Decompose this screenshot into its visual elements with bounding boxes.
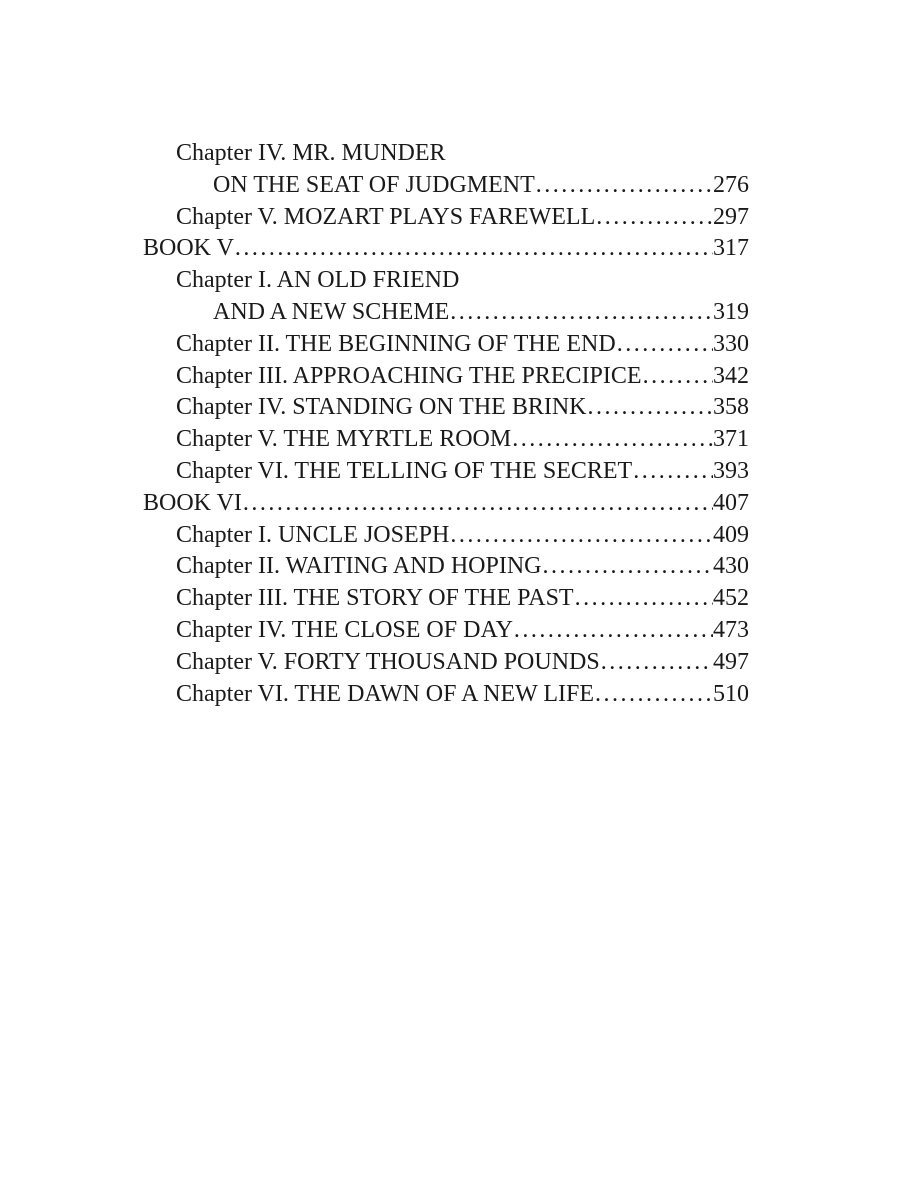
toc-entry[interactable] — [143, 647, 749, 679]
toc-page-number: 297 — [713, 203, 749, 230]
dot-leader — [242, 488, 713, 520]
toc-entry[interactable] — [143, 329, 749, 361]
toc-entry-label: Chapter V. MOZART PLAYS FAREWELL — [176, 203, 596, 230]
dot-leader — [616, 329, 713, 361]
dot-leader — [542, 551, 714, 583]
toc-entry[interactable] — [143, 615, 749, 647]
toc-page-number: 358 — [713, 394, 749, 421]
toc-page-number: 452 — [713, 585, 749, 612]
dot-leader — [234, 233, 713, 265]
toc-entry-label: Chapter VI. THE DAWN OF A NEW LIFE — [176, 680, 595, 707]
toc-entry-label: AND A NEW SCHEME — [213, 298, 450, 325]
toc-entry[interactable] — [143, 424, 749, 456]
toc-entry[interactable] — [143, 138, 749, 170]
toc-page-number: 342 — [713, 362, 749, 389]
toc-entry[interactable] — [143, 520, 749, 552]
dot-leader — [535, 170, 713, 202]
dot-leader — [511, 424, 713, 456]
dot-leader — [449, 520, 713, 552]
toc-entry-label: Chapter II. THE BEGINNING OF THE END — [176, 330, 616, 357]
dot-leader — [594, 679, 713, 711]
table-of-contents — [143, 138, 749, 710]
toc-page-number: 407 — [713, 489, 749, 516]
toc-entry-label: BOOK V — [143, 235, 234, 262]
toc-entry-label: Chapter IV. THE CLOSE OF DAY — [176, 616, 513, 643]
toc-page-number: 319 — [713, 298, 749, 325]
toc-entry-label: Chapter VI. THE TELLING OF THE SECRET — [176, 457, 633, 484]
toc-entry-label: Chapter II. WAITING AND HOPING — [176, 553, 542, 580]
toc-entry-label: Chapter V. THE MYRTLE ROOM — [176, 426, 512, 453]
dot-leader — [600, 647, 713, 679]
toc-entry[interactable] — [143, 551, 749, 583]
toc-page-number: 409 — [713, 521, 749, 548]
toc-entry[interactable] — [143, 456, 749, 488]
dot-leader — [595, 202, 713, 234]
toc-page-number: 430 — [713, 553, 749, 580]
toc-page-number: 510 — [713, 680, 749, 707]
toc-page-number: 276 — [713, 171, 749, 198]
dot-leader — [513, 615, 713, 647]
toc-page-number: 330 — [713, 330, 749, 357]
toc-entry[interactable] — [143, 583, 749, 615]
dot-leader — [449, 297, 713, 329]
toc-entry[interactable] — [143, 392, 749, 424]
toc-entry-label: Chapter I. UNCLE JOSEPH — [176, 521, 450, 548]
toc-entry-label: ON THE SEAT OF JUDGMENT — [213, 171, 535, 198]
toc-entry[interactable] — [143, 297, 749, 329]
dot-leader — [632, 456, 713, 488]
toc-page-number: 371 — [713, 426, 749, 453]
toc-page-number: 317 — [713, 235, 749, 262]
toc-entry-label: Chapter V. FORTY THOUSAND POUNDS — [176, 648, 600, 675]
toc-entry[interactable] — [143, 202, 749, 234]
toc-entry-label: Chapter III. APPROACHING THE PRECIPICE — [176, 362, 642, 389]
toc-page-number: 393 — [713, 457, 749, 484]
toc-entry-label: Chapter IV. MR. MUNDER — [176, 140, 446, 166]
toc-entry-label: Chapter I. AN OLD FRIEND — [176, 267, 460, 294]
toc-entry-label: Chapter III. THE STORY OF THE PAST — [176, 585, 574, 612]
toc-page-number: 473 — [713, 616, 749, 643]
dot-leader — [587, 392, 714, 424]
toc-entry[interactable] — [143, 170, 749, 202]
toc-entry-book[interactable] — [143, 233, 749, 265]
dot-leader — [642, 361, 713, 393]
toc-entry-book[interactable] — [143, 488, 749, 520]
toc-entry[interactable] — [143, 361, 749, 393]
toc-entry-label: Chapter IV. STANDING ON THE BRINK — [176, 394, 587, 421]
toc-page-number: 497 — [713, 648, 749, 675]
toc-entry[interactable] — [143, 679, 749, 711]
dot-leader — [574, 583, 713, 615]
toc-entry[interactable] — [143, 265, 749, 297]
toc-entry-label: BOOK VI — [143, 489, 242, 516]
